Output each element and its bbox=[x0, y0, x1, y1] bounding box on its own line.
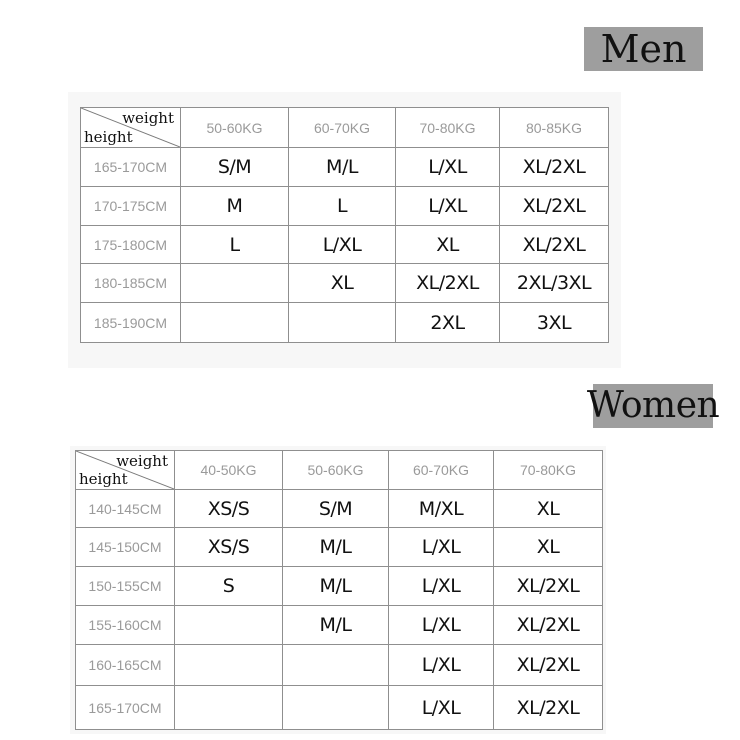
weight-header: 60-70KG bbox=[289, 108, 396, 148]
size-cell: XL bbox=[396, 226, 500, 264]
corner-cell bbox=[76, 451, 175, 490]
size-cell: M bbox=[181, 187, 289, 226]
table-row bbox=[76, 490, 603, 528]
size-cell: XL/2XL bbox=[494, 645, 603, 686]
size-cell: L/XL bbox=[396, 148, 500, 187]
table-row bbox=[81, 226, 609, 264]
table-row bbox=[81, 148, 609, 187]
weight-header: 80-85KG bbox=[500, 108, 609, 148]
men-size-table bbox=[80, 107, 609, 343]
size-cell: S/M bbox=[181, 148, 289, 187]
size-cell: XL/2XL bbox=[500, 148, 609, 187]
height-cell: 185-190CM bbox=[81, 303, 181, 343]
size-cell: XL/2XL bbox=[500, 187, 609, 226]
weight-header: 40-50KG bbox=[175, 451, 283, 490]
size-cell: S bbox=[175, 567, 283, 606]
height-cell: 155-160CM bbox=[76, 606, 175, 645]
height-cell: 145-150CM bbox=[76, 528, 175, 567]
height-cell: 165-170CM bbox=[81, 148, 181, 187]
size-cell: 2XL/3XL bbox=[500, 264, 609, 303]
weight-axis-label: weight bbox=[116, 452, 168, 470]
height-cell: 150-155CM bbox=[76, 567, 175, 606]
size-cell: L/XL bbox=[389, 528, 494, 567]
women-section-title: Women bbox=[586, 385, 720, 426]
weight-header: 70-80KG bbox=[396, 108, 500, 148]
weight-header: 70-80KG bbox=[494, 451, 603, 490]
size-cell: S/M bbox=[283, 490, 389, 528]
size-cell: M/L bbox=[283, 606, 389, 645]
size-cell: XL/2XL bbox=[494, 606, 603, 645]
height-axis-label: height bbox=[84, 128, 133, 146]
height-cell: 160-165CM bbox=[76, 645, 175, 686]
size-cell: XL/2XL bbox=[494, 686, 603, 730]
size-cell: 3XL bbox=[500, 303, 609, 343]
height-cell: 170-175CM bbox=[81, 187, 181, 226]
height-axis-label: height bbox=[79, 470, 128, 488]
table-row bbox=[76, 645, 603, 686]
size-cell: L/XL bbox=[396, 187, 500, 226]
size-cell: L/XL bbox=[389, 686, 494, 730]
size-cell bbox=[175, 606, 283, 645]
height-cell: 140-145CM bbox=[76, 490, 175, 528]
size-cell: XL bbox=[494, 490, 603, 528]
table-row bbox=[81, 303, 609, 343]
header-row bbox=[81, 108, 609, 148]
size-cell: L/XL bbox=[389, 567, 494, 606]
table-row bbox=[81, 264, 609, 303]
size-cell: XL/2XL bbox=[500, 226, 609, 264]
size-cell: M/L bbox=[289, 148, 396, 187]
women-size-table bbox=[75, 450, 603, 730]
size-cell: XL bbox=[494, 528, 603, 567]
size-cell: L/XL bbox=[289, 226, 396, 264]
size-cell bbox=[283, 686, 389, 730]
size-cell: L bbox=[289, 187, 396, 226]
size-cell bbox=[283, 645, 389, 686]
weight-header: 50-60KG bbox=[283, 451, 389, 490]
size-cell: XL/2XL bbox=[494, 567, 603, 606]
size-cell: L/XL bbox=[389, 645, 494, 686]
size-cell: M/L bbox=[283, 528, 389, 567]
table-row bbox=[76, 606, 603, 645]
corner-cell bbox=[81, 108, 181, 148]
weight-axis-label: weight bbox=[122, 109, 174, 127]
size-cell: XL/2XL bbox=[396, 264, 500, 303]
table-row bbox=[76, 686, 603, 730]
size-cell: XL bbox=[289, 264, 396, 303]
size-cell: M/L bbox=[283, 567, 389, 606]
size-cell: M/XL bbox=[389, 490, 494, 528]
table-row bbox=[76, 567, 603, 606]
table-row bbox=[81, 187, 609, 226]
weight-header: 50-60KG bbox=[181, 108, 289, 148]
weight-header: 60-70KG bbox=[389, 451, 494, 490]
height-cell: 175-180CM bbox=[81, 226, 181, 264]
size-cell: L/XL bbox=[389, 606, 494, 645]
size-cell: 2XL bbox=[396, 303, 500, 343]
height-cell: 180-185CM bbox=[81, 264, 181, 303]
size-cell bbox=[289, 303, 396, 343]
size-cell bbox=[181, 264, 289, 303]
table-row bbox=[76, 528, 603, 567]
size-cell: XS/S bbox=[175, 490, 283, 528]
header-row bbox=[76, 451, 603, 490]
size-cell bbox=[175, 686, 283, 730]
size-cell bbox=[175, 645, 283, 686]
height-cell: 165-170CM bbox=[76, 686, 175, 730]
men-section-title: Men bbox=[584, 27, 703, 71]
size-cell: XS/S bbox=[175, 528, 283, 567]
size-cell bbox=[181, 303, 289, 343]
size-cell: L bbox=[181, 226, 289, 264]
